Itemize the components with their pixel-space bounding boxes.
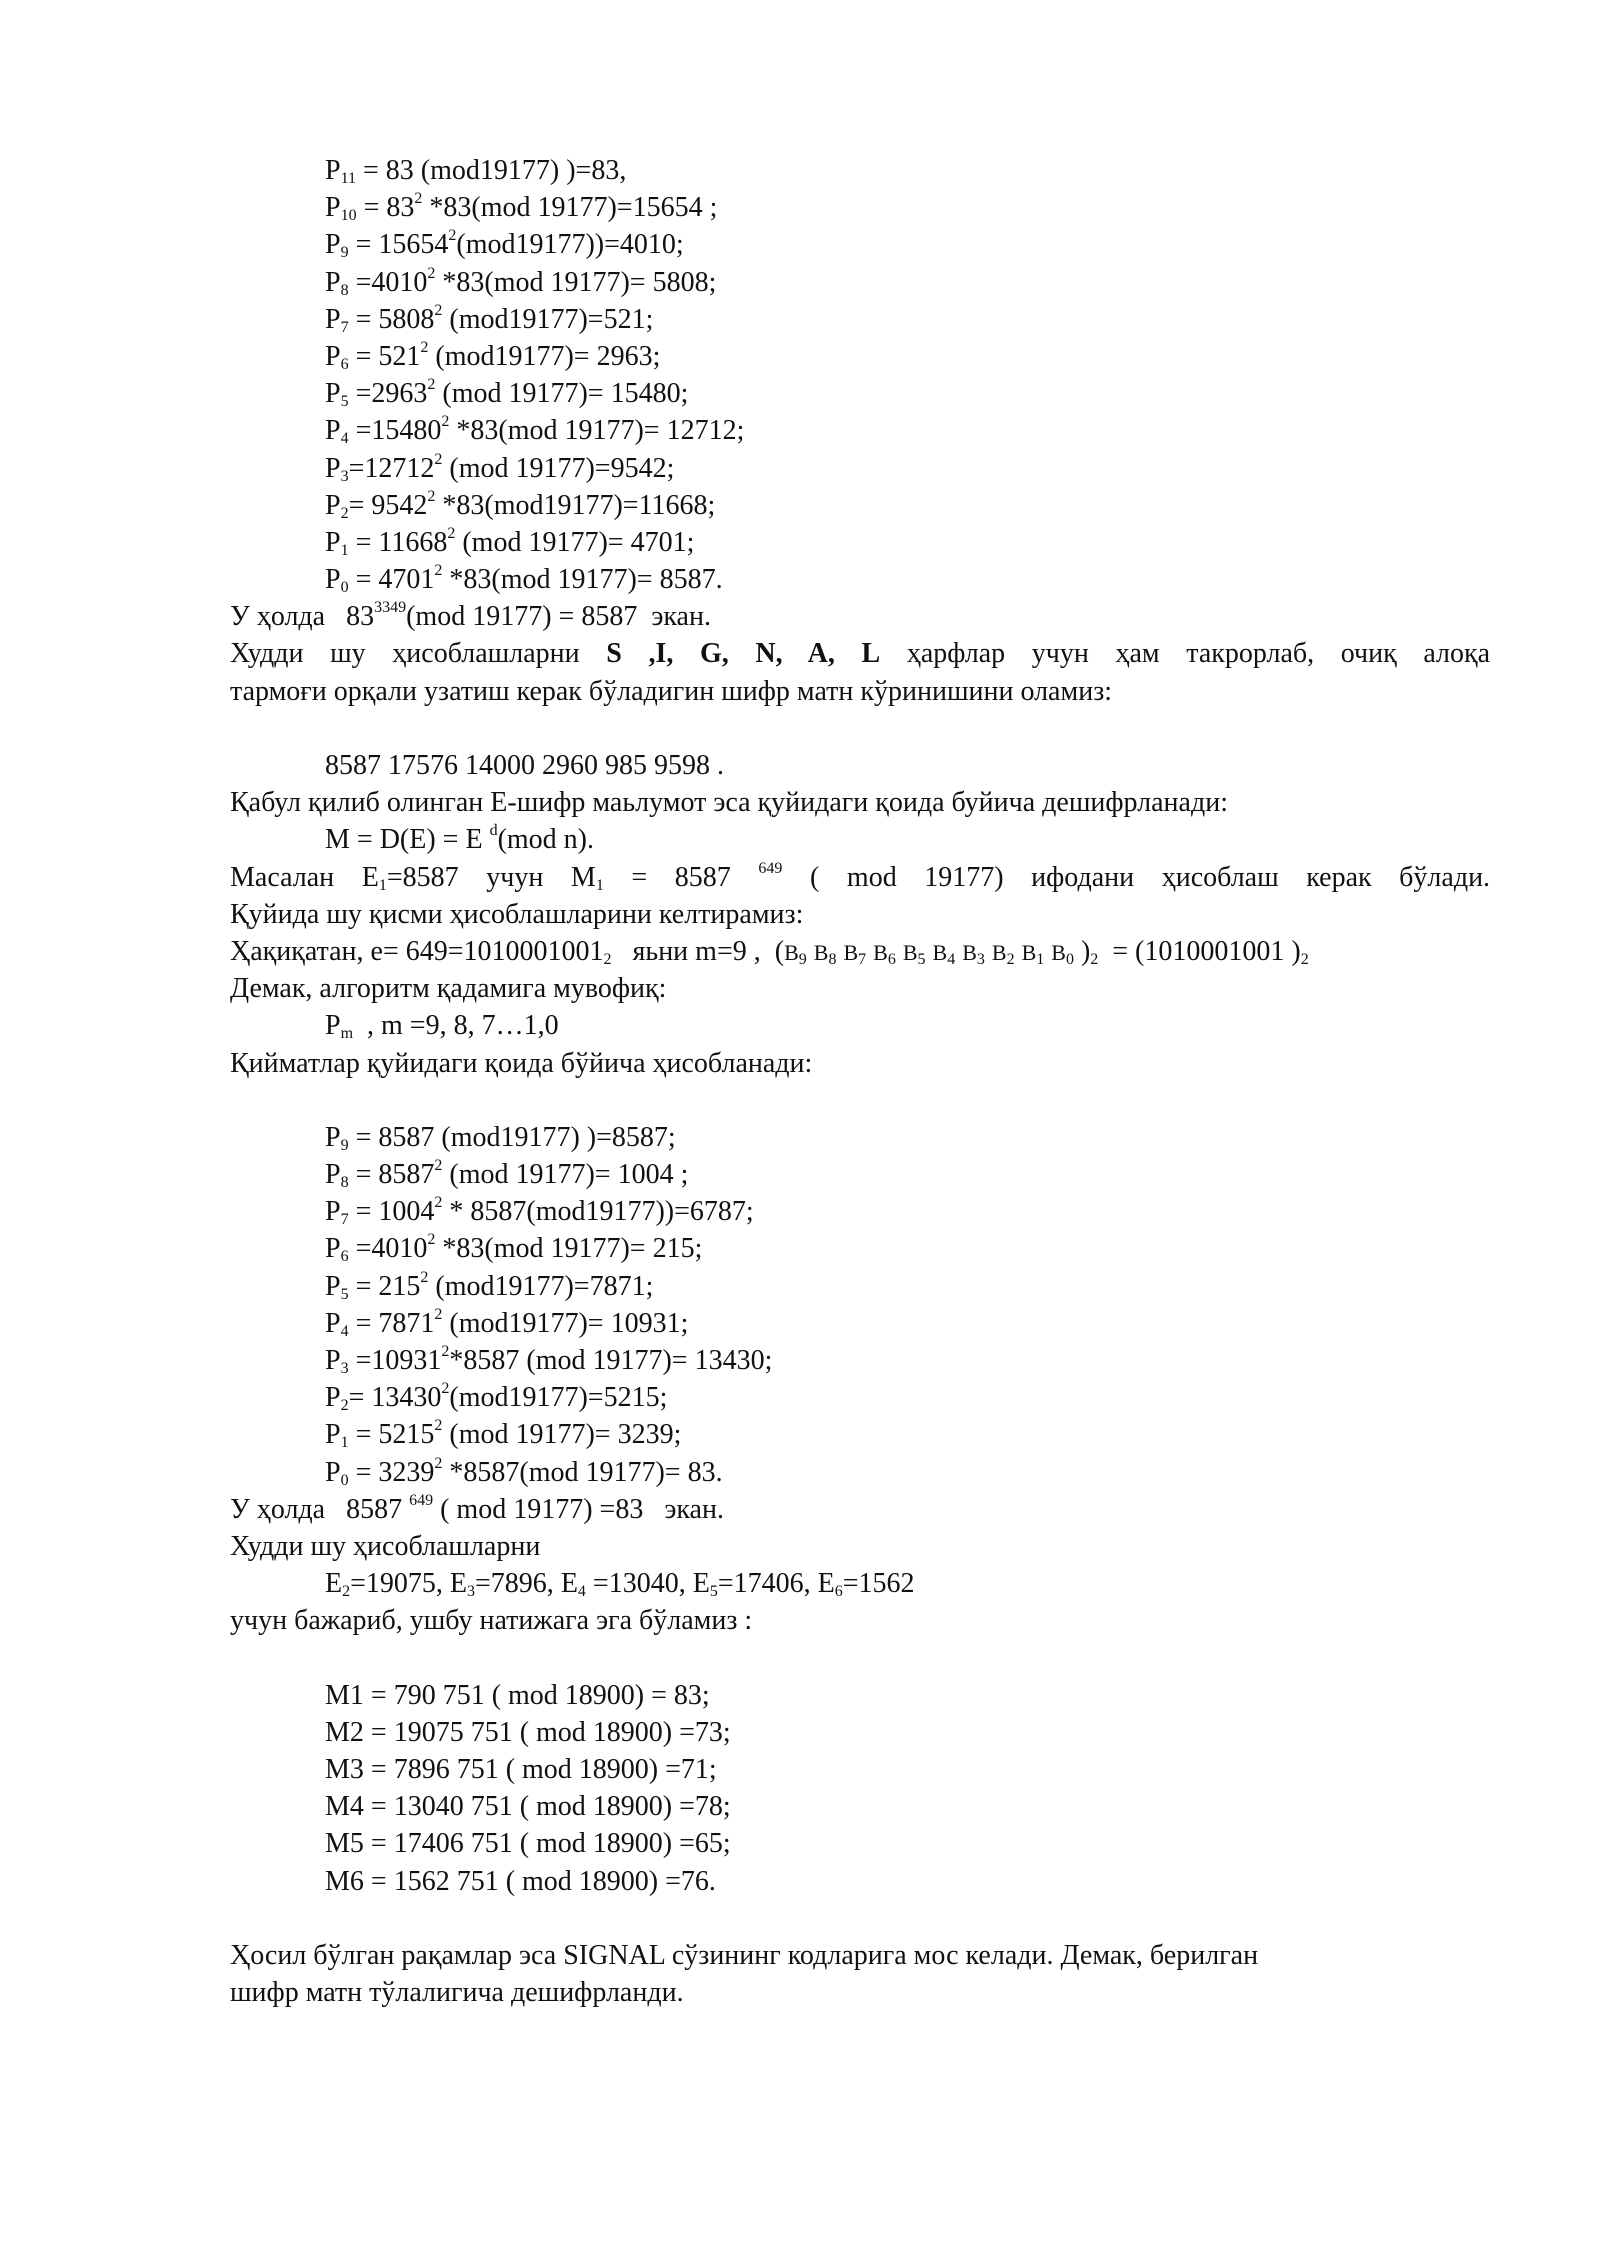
step-text: = 5808 bbox=[348, 303, 435, 335]
step-text: = 3239 bbox=[348, 1456, 435, 1488]
formula-text: 8587 bbox=[346, 1493, 403, 1525]
step-text: =12712 bbox=[348, 452, 435, 484]
m-result-line: M2 = 19075 751 ( mod 18900) =73; bbox=[325, 1716, 731, 1748]
formula-text: = 8587 bbox=[631, 861, 731, 893]
step-text: *83(mod 19177)= 5808; bbox=[435, 266, 717, 298]
formula-text: ( mod 19177) =83 bbox=[440, 1493, 644, 1525]
e-value: =17406, bbox=[717, 1568, 811, 1600]
step-index: 1 bbox=[340, 1434, 349, 1452]
e-index: 3 bbox=[467, 1583, 476, 1601]
bit-symbol: B bbox=[932, 939, 948, 965]
step-exponent: 2 bbox=[441, 1380, 450, 1398]
step-text: = 521 bbox=[348, 340, 421, 372]
repeat-for-letters-line bbox=[230, 635, 1490, 672]
phrase-xuddi-shu: Худди шу ҳисоблашларни bbox=[230, 638, 580, 670]
step-index: 8 bbox=[340, 281, 349, 299]
step-text: (mod19177)=7871; bbox=[428, 1270, 654, 1302]
step-index: 9 bbox=[340, 244, 349, 262]
step-text: *8587 (mod 19177)= 13430; bbox=[449, 1345, 773, 1376]
formula-subscript: 2 bbox=[1300, 950, 1309, 968]
step-symbol: P bbox=[325, 526, 341, 558]
formula-subscript: 1 bbox=[595, 876, 604, 894]
e-symbol: E bbox=[560, 1568, 578, 1600]
step-text: =15480 bbox=[348, 415, 442, 447]
bit-index: 5 bbox=[917, 950, 926, 968]
decryption-result-line bbox=[230, 1491, 1490, 1528]
step-symbol: P bbox=[325, 1345, 341, 1376]
encrypt-result-value: (mod 19177) = 8587 bbox=[406, 601, 638, 633]
e-symbol: E bbox=[692, 1568, 710, 1600]
phrase-for-letters: ҳарфлар учун ҳам такрорлаб, очиқ алоқа bbox=[906, 638, 1491, 670]
step-exponent: 2 bbox=[448, 227, 457, 245]
step-text: *83(mod 19177)= 12712; bbox=[449, 415, 745, 447]
document-body bbox=[230, 152, 1490, 2011]
step-line bbox=[230, 264, 1490, 301]
bit-index: 9 bbox=[798, 950, 807, 968]
e-symbol: E bbox=[449, 1568, 468, 1600]
decrypt-rule-formula bbox=[230, 821, 1490, 858]
paragraph-line: Худди шу ҳисоблашларни bbox=[230, 1530, 541, 1562]
e-index: 5 bbox=[709, 1583, 718, 1601]
formula-exponent: 649 bbox=[758, 859, 783, 877]
step-text: = 215 bbox=[348, 1270, 421, 1302]
step-index: 0 bbox=[340, 1471, 349, 1489]
conclusion-line: шифр матн тўлалигича дешифрланди. bbox=[230, 1977, 684, 2009]
formula-text: , m =9, 8, 7…1,0 bbox=[367, 1010, 559, 1042]
step-index: 5 bbox=[340, 393, 349, 411]
formula-exponent: d bbox=[489, 822, 498, 840]
step-index: 2 bbox=[340, 504, 349, 522]
paragraph-line: Демак, алгоритм қадамига мувофиқ: bbox=[230, 973, 667, 1005]
step-index: 3 bbox=[340, 467, 349, 485]
bit-index: 1 bbox=[1036, 950, 1045, 968]
step-text: = 4701 bbox=[348, 564, 435, 596]
step-symbol: P bbox=[325, 1382, 341, 1414]
step-index: 4 bbox=[340, 1322, 349, 1340]
e-value: =1562 bbox=[842, 1568, 915, 1600]
step-line bbox=[230, 189, 1490, 226]
paragraph-line: Қуйида шу қисми ҳисоблашларини келтирамиз: bbox=[230, 898, 804, 930]
formula-subscript: 2 bbox=[1090, 950, 1099, 968]
bit-index: 0 bbox=[1065, 950, 1074, 968]
step-symbol: P bbox=[325, 452, 341, 484]
formula-exponent: 649 bbox=[409, 1491, 434, 1509]
step-exponent: 2 bbox=[434, 450, 443, 468]
step-text: = 8587 bbox=[348, 1159, 435, 1191]
step-text: =2963 bbox=[348, 378, 428, 410]
bit-list bbox=[784, 936, 1081, 967]
step-symbol: P bbox=[325, 1419, 341, 1451]
binary-expansion-line bbox=[230, 933, 1490, 970]
step-symbol: P bbox=[325, 303, 341, 335]
step-line bbox=[230, 1379, 1490, 1416]
m-result-line: M4 = 13040 751 ( mod 18900) =78; bbox=[325, 1791, 731, 1823]
step-exponent: 2 bbox=[441, 1343, 450, 1360]
step-line bbox=[230, 524, 1490, 561]
step-text: =4010 bbox=[348, 1233, 428, 1265]
step-text: (mod 19177)= 1004 ; bbox=[442, 1159, 689, 1191]
step-exponent: 2 bbox=[427, 1231, 436, 1249]
step-line bbox=[230, 1193, 1490, 1230]
formula-subscript: 2 bbox=[603, 950, 612, 968]
step-symbol: P bbox=[325, 415, 341, 447]
step-line bbox=[230, 450, 1490, 487]
bit-index: 2 bbox=[1006, 950, 1015, 968]
spacer bbox=[230, 710, 1490, 747]
formula-subscript: 1 bbox=[378, 876, 387, 894]
phrase-uchun: учун bbox=[486, 861, 544, 893]
step-exponent: 2 bbox=[434, 1417, 443, 1435]
paragraph-line: тармоғи орқали узатиш керак бўладигин шифр матн кўринишини оламиз: bbox=[230, 675, 1113, 707]
formula-text: P bbox=[325, 1010, 341, 1042]
bit-symbol: B bbox=[1021, 939, 1037, 965]
phrase-u-holda: У ҳолда bbox=[230, 1493, 326, 1525]
step-symbol: P bbox=[325, 1456, 341, 1488]
bit-symbol: B bbox=[813, 939, 829, 965]
e-value: =19075, bbox=[350, 1568, 443, 1600]
step-text: = 5215 bbox=[348, 1419, 435, 1451]
step-text: =10931 bbox=[348, 1345, 442, 1376]
step-text: *83(mod 19177)= 215; bbox=[435, 1233, 703, 1265]
step-text: (mod 19177)=9542; bbox=[442, 452, 675, 484]
step-symbol: P bbox=[325, 340, 341, 372]
step-index: 4 bbox=[340, 430, 349, 448]
bit-symbol: B bbox=[991, 939, 1007, 965]
step-text: = 8587 (mod19177) )=8587; bbox=[348, 1121, 676, 1153]
step-text: (mod19177)=521; bbox=[442, 303, 654, 335]
encryption-steps bbox=[230, 152, 1490, 598]
formula-subscript: m bbox=[340, 1025, 354, 1043]
phrase-ekan: экан. bbox=[651, 601, 711, 633]
paragraph-line: Қийматлар қуйидаги қоида бўйича ҳисобланади: bbox=[230, 1047, 813, 1079]
step-text: *83(mod19177)=11668; bbox=[435, 489, 716, 521]
step-text: (mod 19177)= 3239; bbox=[442, 1419, 682, 1451]
m-results-list bbox=[230, 1677, 1490, 1900]
step-symbol: P bbox=[325, 564, 341, 596]
step-line bbox=[230, 338, 1490, 375]
step-index: 9 bbox=[340, 1136, 349, 1154]
step-text: (mod 19177)= 4701; bbox=[455, 526, 695, 558]
step-index: 6 bbox=[340, 1248, 349, 1266]
step-text: *8587(mod 19177)= 83. bbox=[442, 1456, 723, 1488]
step-symbol: P bbox=[325, 229, 341, 261]
step-text: (mod19177))=4010; bbox=[456, 229, 684, 261]
m1-term bbox=[571, 862, 604, 893]
step-line bbox=[230, 375, 1490, 412]
step-exponent: 2 bbox=[414, 190, 423, 208]
e-symbol: E bbox=[817, 1568, 835, 1600]
paragraph-line: учун бажариб, ушбу натижага эга бўламиз : bbox=[230, 1605, 753, 1637]
e-index: 4 bbox=[577, 1583, 586, 1601]
step-text: = 11668 bbox=[348, 526, 448, 558]
bit-symbol: B bbox=[843, 939, 859, 965]
step-text: = 83 (mod19177) )=83, bbox=[355, 155, 627, 186]
phrase-masalan-tail: ( mod 19177) ифодани ҳисоблаш керак бўлади. bbox=[810, 861, 1491, 893]
step-text: = 9542 bbox=[348, 489, 428, 521]
e1-term bbox=[362, 862, 459, 893]
phrase-masalan: Масалан bbox=[230, 861, 335, 893]
step-text: = 1004 bbox=[348, 1196, 435, 1228]
step-symbol: P bbox=[325, 192, 341, 224]
bit-index: 6 bbox=[887, 950, 896, 968]
spacer bbox=[230, 1640, 1490, 1677]
step-index: 8 bbox=[340, 1174, 349, 1192]
step-index: 6 bbox=[340, 355, 349, 373]
bit-index: 8 bbox=[828, 950, 837, 968]
letters-signal: S ,I, G, N, A, L bbox=[606, 638, 881, 670]
step-index: 10 bbox=[340, 207, 357, 225]
step-symbol: P bbox=[325, 1159, 341, 1191]
e-index: 2 bbox=[342, 1583, 351, 1601]
step-line bbox=[230, 1416, 1490, 1453]
step-index: 11 bbox=[340, 170, 356, 187]
step-index: 2 bbox=[340, 1397, 349, 1415]
step-text: *83(mod 19177)= 8587. bbox=[442, 564, 723, 596]
formula-text: = (1010001001 ) bbox=[1112, 935, 1301, 967]
step-exponent: 2 bbox=[447, 524, 456, 542]
step-line bbox=[230, 1305, 1490, 1342]
conclusion-line: Ҳосил бўлган рақамлар эса SIGNAL сўзининг кодларига мос келади. Демак, берилган bbox=[230, 1940, 1259, 1971]
step-index: 5 bbox=[340, 1285, 349, 1303]
encrypt-result-base: 83 bbox=[346, 601, 375, 633]
e-value: =7896, bbox=[475, 1568, 554, 1600]
step-line bbox=[230, 1454, 1490, 1491]
m1-value bbox=[631, 859, 783, 893]
step-line bbox=[230, 226, 1490, 263]
step-index: 1 bbox=[340, 541, 349, 559]
step-text: * 8587(mod19177))=6787; bbox=[442, 1196, 754, 1228]
step-text: = 15654 bbox=[348, 229, 449, 261]
phrase-haqiqatan: Ҳақиқатан, e= 649=1010001001 bbox=[230, 935, 604, 967]
step-exponent: 2 bbox=[420, 338, 429, 356]
step-line bbox=[230, 1230, 1490, 1267]
step-symbol: P bbox=[325, 1233, 341, 1265]
step-symbol: P bbox=[325, 1270, 341, 1302]
step-index: 0 bbox=[340, 579, 349, 597]
e-values-line bbox=[230, 1565, 1490, 1602]
step-exponent: 2 bbox=[434, 1305, 443, 1323]
step-symbol: P bbox=[325, 378, 341, 410]
step-line bbox=[230, 301, 1490, 338]
formula-text: =8587 bbox=[386, 861, 459, 893]
example-line bbox=[230, 859, 1490, 896]
step-exponent: 2 bbox=[427, 264, 436, 282]
step-text: = 13430 bbox=[348, 1382, 442, 1414]
step-text: = 7871 bbox=[348, 1307, 435, 1339]
m-result-line: M6 = 1562 751 ( mod 18900) =76. bbox=[325, 1865, 716, 1897]
step-text: (mod 19177)= 15480; bbox=[435, 378, 689, 410]
step-symbol: P bbox=[325, 155, 341, 186]
bit-symbol: B bbox=[902, 939, 918, 965]
step-exponent: 2 bbox=[434, 1157, 443, 1175]
step-line bbox=[230, 487, 1490, 524]
step-symbol: P bbox=[325, 489, 341, 521]
bit-symbol: B bbox=[873, 939, 888, 965]
step-index: 7 bbox=[340, 318, 349, 336]
pm-range-line bbox=[230, 1007, 1490, 1044]
phrase-u-holda: У ҳолда bbox=[230, 601, 326, 633]
step-text: (mod19177)= 10931; bbox=[442, 1307, 689, 1339]
formula-text: ( bbox=[774, 935, 785, 967]
spacer bbox=[230, 1900, 1490, 1937]
bit-symbol: B bbox=[784, 939, 799, 965]
e-symbol: E bbox=[325, 1568, 343, 1600]
formula-text: E bbox=[361, 861, 379, 893]
step-index: 3 bbox=[340, 1360, 349, 1377]
encrypt-result-exponent: 3349 bbox=[374, 599, 407, 617]
step-exponent: 2 bbox=[427, 487, 436, 505]
formula-text: M = D(E) = E bbox=[325, 824, 483, 856]
bit-index: 3 bbox=[976, 950, 985, 968]
step-text: *83(mod 19177)=15654 ; bbox=[422, 192, 718, 224]
encryption-result-line bbox=[230, 598, 1490, 635]
bit-index: 4 bbox=[947, 950, 956, 968]
step-text: (mod19177)=5215; bbox=[449, 1382, 668, 1414]
cipher-sequence: 8587 17576 14000 2960 985 9598 . bbox=[325, 750, 724, 781]
bit-symbol: B bbox=[1051, 939, 1066, 965]
e-value: =13040, bbox=[585, 1568, 686, 1600]
step-text: =4010 bbox=[348, 266, 428, 298]
e-index: 6 bbox=[834, 1583, 843, 1601]
step-line bbox=[230, 1119, 1490, 1156]
m-result-line: M5 = 17406 751 ( mod 18900) =65; bbox=[325, 1828, 731, 1860]
m-result-line: M1 = 790 751 ( mod 18900) = 83; bbox=[325, 1679, 710, 1711]
spacer bbox=[230, 1082, 1490, 1119]
step-line bbox=[230, 1342, 1490, 1379]
step-exponent: 2 bbox=[434, 562, 443, 580]
step-exponent: 2 bbox=[434, 301, 443, 319]
step-line bbox=[230, 152, 1490, 189]
step-exponent: 2 bbox=[420, 1268, 429, 1286]
step-exponent: 2 bbox=[434, 1454, 443, 1472]
m-result-line: M3 = 7896 751 ( mod 18900) =71; bbox=[325, 1754, 717, 1786]
phrase-ekan: экан. bbox=[664, 1493, 724, 1525]
step-exponent: 2 bbox=[434, 1194, 443, 1212]
step-text: (mod19177)= 2963; bbox=[428, 340, 661, 372]
bit-index: 7 bbox=[858, 950, 867, 968]
step-symbol: P bbox=[325, 266, 341, 298]
paragraph-line: Қабул қилиб олинган E-шифр маьлумот эса қуйидаги қоида буйича дешифрланади: bbox=[230, 787, 1228, 819]
formula-text: ) bbox=[1080, 935, 1091, 967]
formula-text: M bbox=[570, 861, 596, 893]
step-line bbox=[230, 1156, 1490, 1193]
step-symbol: P bbox=[325, 1121, 341, 1153]
step-exponent: 2 bbox=[441, 413, 450, 431]
step-line bbox=[230, 561, 1490, 598]
step-symbol: P bbox=[325, 1196, 341, 1228]
phrase-yani: яьни m=9 , bbox=[632, 935, 761, 967]
step-line bbox=[230, 412, 1490, 449]
step-line bbox=[230, 1268, 1490, 1305]
step-text: = 83 bbox=[356, 192, 415, 224]
formula-text: (mod n). bbox=[497, 824, 594, 856]
decryption-steps bbox=[230, 1119, 1490, 1491]
step-symbol: P bbox=[325, 1307, 341, 1339]
step-exponent: 2 bbox=[427, 376, 436, 394]
bit-symbol: B bbox=[962, 939, 977, 965]
step-index: 7 bbox=[340, 1211, 349, 1229]
